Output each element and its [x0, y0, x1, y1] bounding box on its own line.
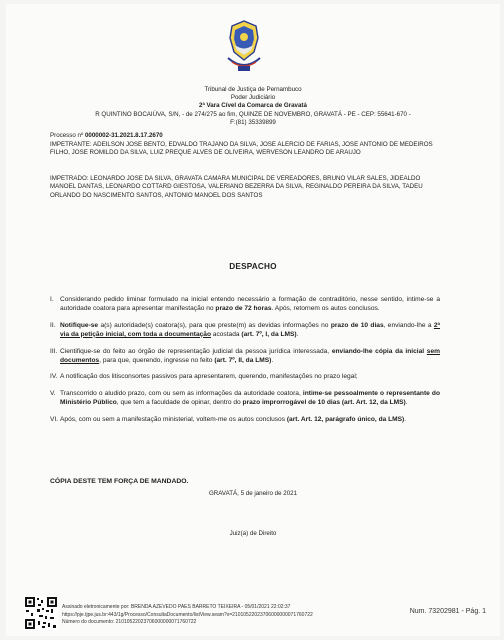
- court-address: R QUINTINO BOCAIÚVA, S/N, - de 274/275 ao fim, QUINZE DE NOVEMBRO, GRAVATÁ - PE - CEP: 55641-670 -: [95, 111, 411, 118]
- item-text: Após, com ou sem a manifestação ministerial, voltem-me os autos conclusos (art. Art. 12, parágrafo único, da LMS).: [60, 416, 407, 424]
- list-item: [50, 390, 440, 408]
- item-text: Considerando pedido liminar formulado na inicial entendo necessário a formação de contraditório, nesse sentido, intime-se a autoridade coatora para apresentar manifestação no prazo de 72 horas. Após, retornem os autos conclusos.: [60, 296, 440, 312]
- list-item: [50, 348, 440, 366]
- coat-of-arms-icon: [224, 18, 264, 78]
- court-division: 2ª Vara Cível da Comarca de Gravatá: [199, 102, 307, 109]
- document-title: DESPACHO: [229, 262, 277, 271]
- list-item: [50, 373, 440, 382]
- list-item: [50, 322, 440, 340]
- list-item: [50, 416, 440, 425]
- footer-signed: Assinado eletronicamente por: BRENDA AZEVEDO PAES BARRETO TEIXEIRA - 05/01/2021 22:02:37: [62, 604, 291, 610]
- process-number-value: 0000002-31.2021.8.17.2670: [84, 132, 163, 139]
- page-reference: Num. 73202981 - Pág. 1: [409, 608, 486, 615]
- date-line: GRAVATÁ, 5 de janeiro de 2021: [208, 490, 298, 497]
- signature-line: Juiz(a) de Direito: [229, 530, 277, 537]
- footer-url[interactable]: https://pje.tjpe.jus.br:443/1g/Processo/ConsultaDocumento/listView.seam?x=21010522023706000000071760722: [62, 611, 313, 618]
- impetrado-list: IMPETRADO: LEONARDO JOSE DA SILVA, GRAVATA CAMARA MUNICIPAL DE VEREADORES, BRUNO VILAR SALES, JIDEALDO MANOEL DANTAS, LEONARDO COTTARD GIESTOSA, VALERIANO BEZERRA DA SILVA, REGINALDO PEREIRA DA SILVA, TADEU ORLANDO DO NASCIMENTO SANTOS, ANTONIO MANOEL DOS SANTOS: [50, 175, 423, 199]
- item-number: I.: [50, 296, 54, 303]
- court-name: Tribunal de Justiça de Pernambuco: [204, 86, 302, 93]
- footer-metadata: [62, 604, 313, 627]
- process-label: Processo nº: [50, 132, 84, 139]
- impetrante-list: IMPETRANTE: ADEILSON JOSE BENTO, EDVALDO TRAJANO DA SILVA, JOSE ALERCIO DE FARIAS, JOSE ANTONIO DE MEDEIROS FILHO, JOSE ROMILDO DA SILVA, LUIZ PREQUE ALVES DE OLIVEIRA, WERVESON LEANDRO DE ARAUJO: [50, 141, 433, 157]
- item-number: IV.: [50, 373, 58, 381]
- item-number: V.: [50, 390, 56, 398]
- process-number: [50, 132, 440, 140]
- mandate-note: CÓPIA DESTE TEM FORÇA DE MANDADO.: [50, 478, 189, 485]
- footer-doc-number: Número do documento: 21010522023706000000071760722: [62, 619, 197, 626]
- order-items: [50, 296, 440, 433]
- item-text: Transcorrido o aludido prazo, com ou sem as informações da autoridade coatora, intime-se pessoalmente o representante do Ministério Público, que tem a faculdade de opinar, dentro do prazo improrrogável de 10 dias (art. Art. 12, da LMS).: [60, 390, 440, 407]
- qr-code-icon: [24, 596, 58, 630]
- court-phone: F:(81) 35339899: [230, 119, 276, 126]
- item-text: Cientifique-se do feito ao órgão de representação judicial da pessoa jurídica interessada, enviando-lhe cópia da inicial sem documentos, para que, querendo, ingresse no feito (art. 7º, II, da LMS).: [60, 347, 440, 364]
- item-number: III.: [50, 347, 58, 355]
- item-number: II.: [50, 321, 56, 329]
- list-item: [50, 296, 440, 314]
- item-number: VI.: [50, 416, 59, 424]
- court-branch: Poder Judiciário: [230, 94, 276, 101]
- item-text: Notifique-se a(s) autoridade(s) coatora(s), para que preste(m) as devidas informações no prazo de 10 dias, enviando-lhe a 2ª via da petição inicial, com toda a documentação acostada (art. 7º, I, da LMS).: [60, 321, 440, 338]
- item-text: A notificação dos litisconsortes passivos para apresentarem, querendo, manifestações no prazo legal;: [60, 373, 358, 381]
- document-page: [6, 4, 500, 636]
